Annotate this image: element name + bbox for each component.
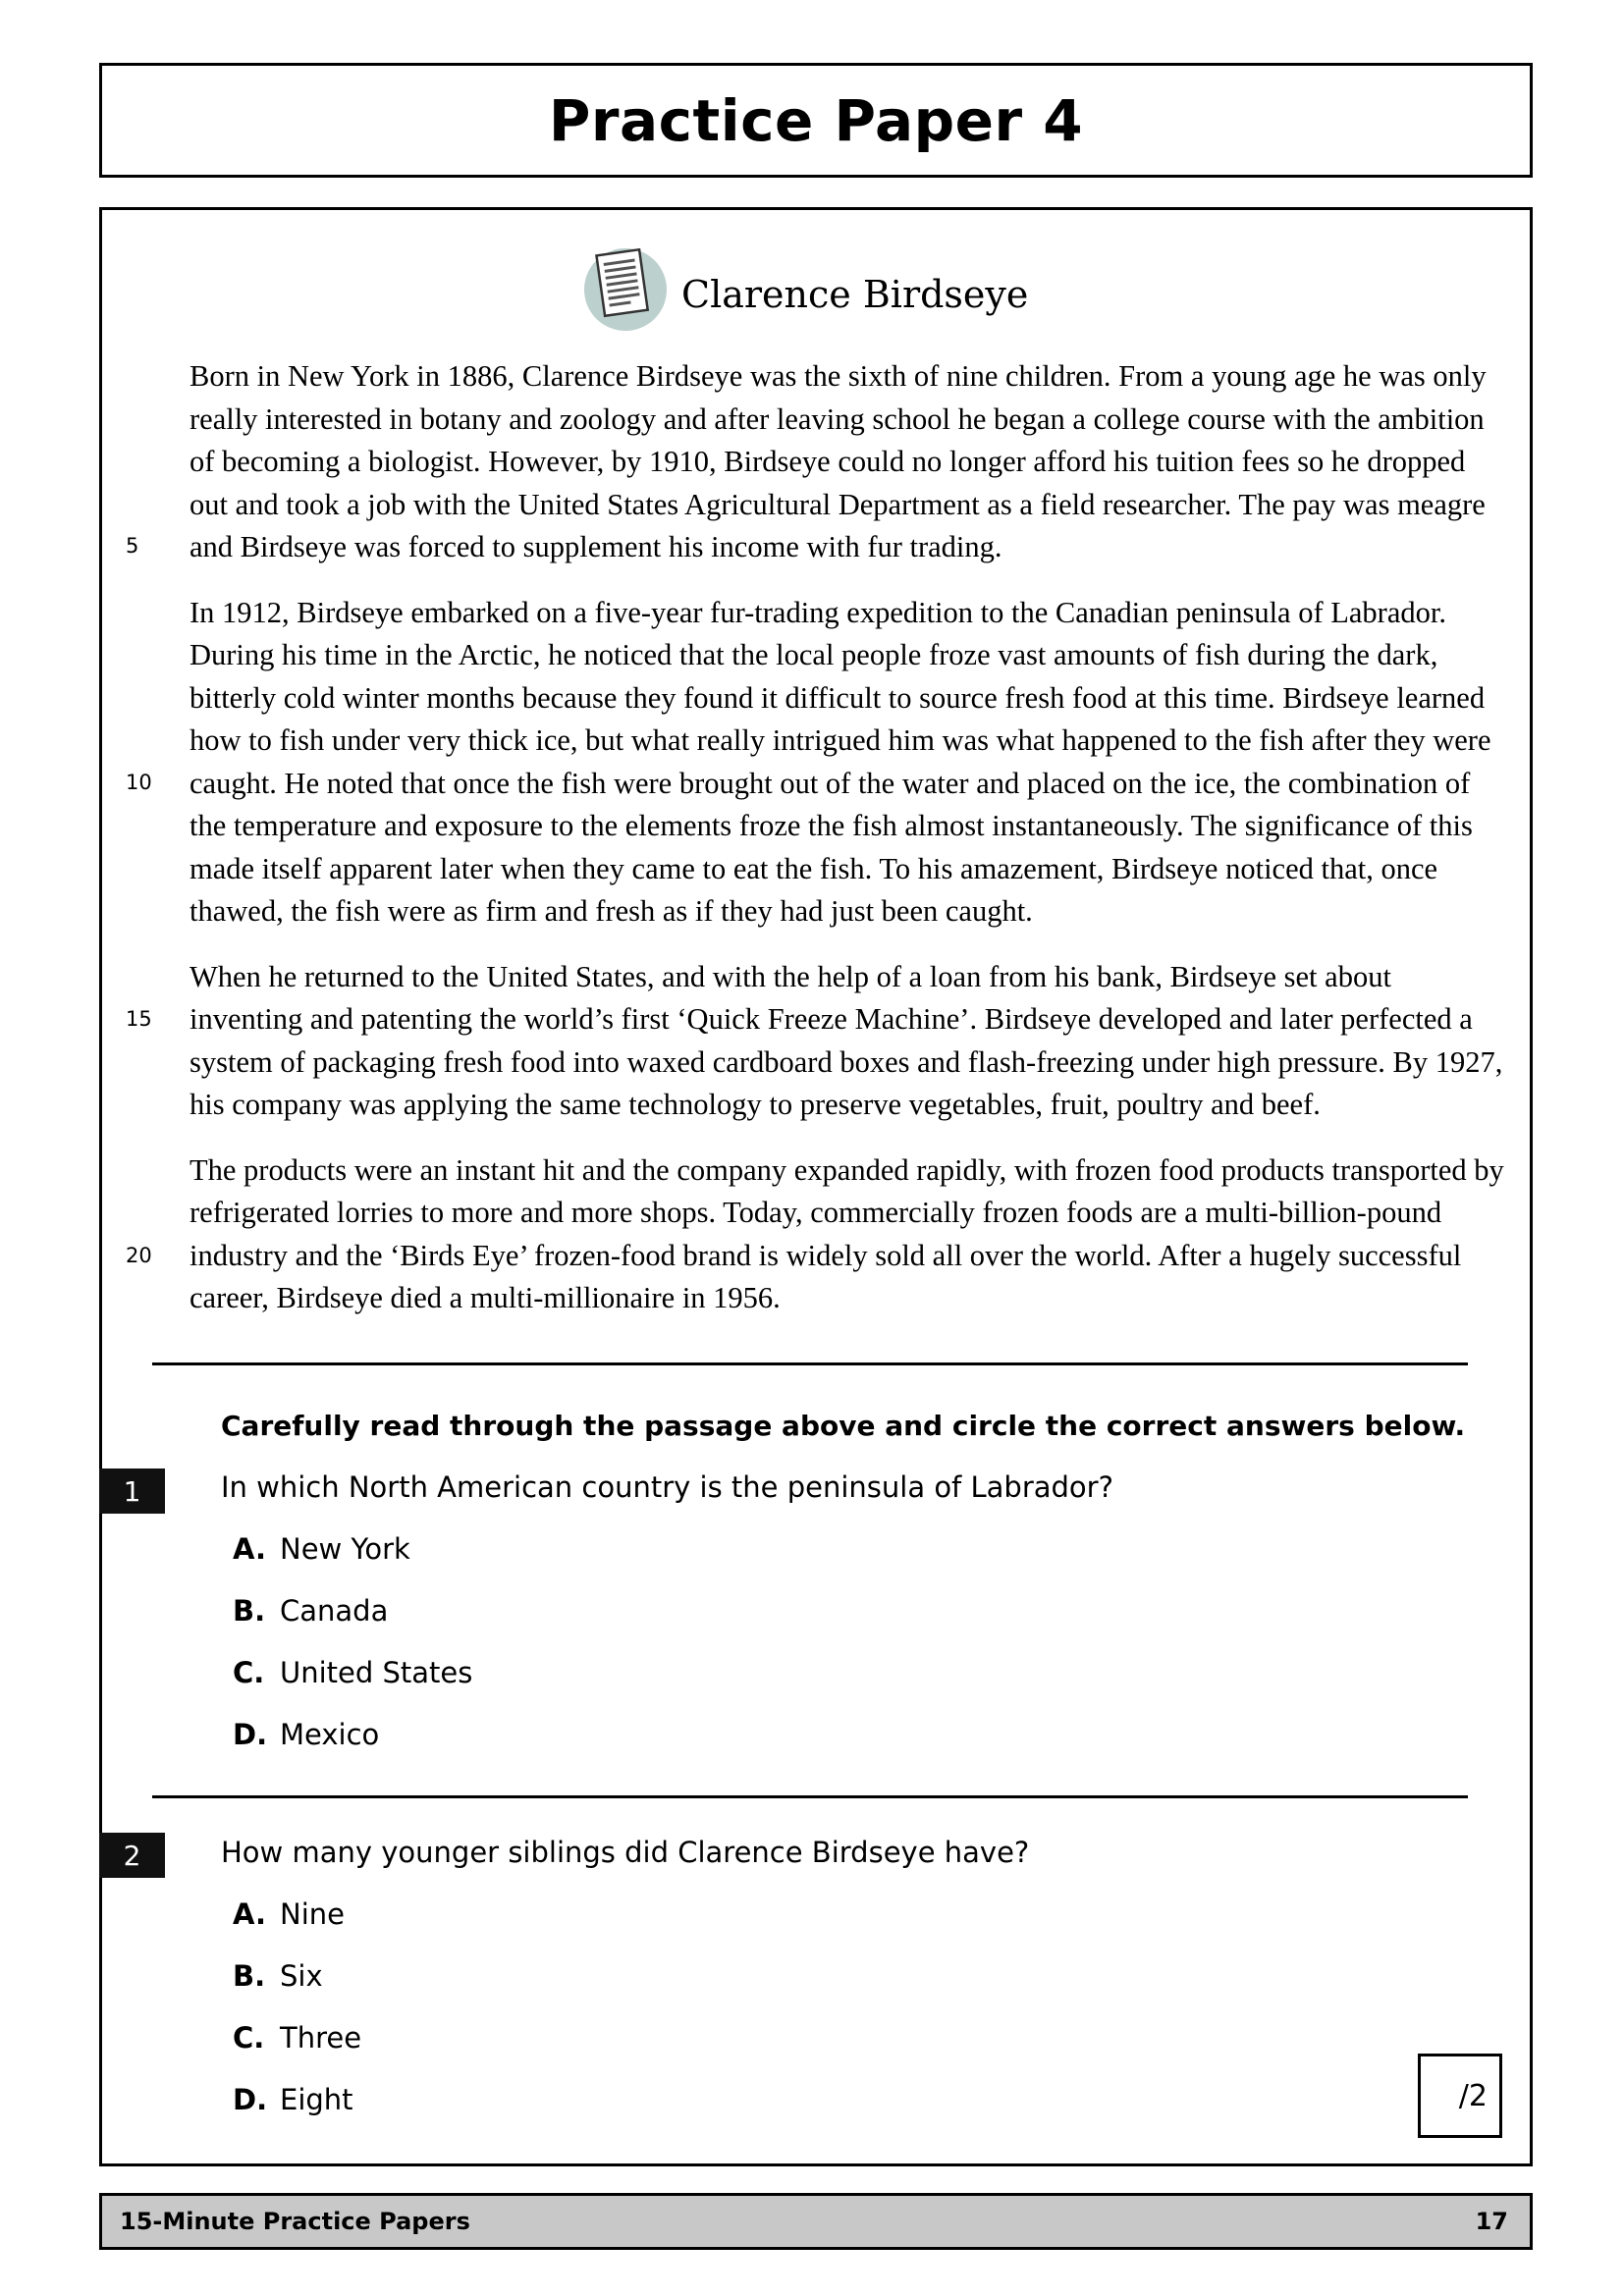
- passage-title: Clarence Birdseye: [681, 273, 1029, 316]
- page-title: Practice Paper 4: [548, 86, 1084, 154]
- passage-paragraph: The products were an instant hit and the company expanded rapidly, with frozen food products transported by refrigerated lorries to more and more shops. Today, commercially frozen foods are a multi-billion-pound industry and the ‘Birds Eye’ frozen-food brand is widely sold all over the world. After a hugely successful career, Birdseye died a multi-millionaire in 1956.: [189, 1152, 1504, 1314]
- line-number: 5: [126, 534, 139, 558]
- option-letter: C.: [233, 2021, 265, 2055]
- answer-option[interactable]: [233, 2083, 361, 2145]
- option-letter: B.: [233, 1959, 266, 1993]
- answer-option[interactable]: [233, 1959, 361, 2021]
- option-text: United States: [280, 1656, 473, 1689]
- option-letter: A.: [233, 1532, 266, 1566]
- option-text: Nine: [280, 1897, 345, 1931]
- option-text: New York: [280, 1532, 410, 1566]
- option-text: Mexico: [280, 1718, 380, 1751]
- score-box[interactable]: /2: [1418, 2054, 1502, 2138]
- option-letter: C.: [233, 1656, 265, 1689]
- passage-paragraph: When he returned to the United States, and with the help of a loan from his bank, Birdseye set about inventing and patenting the world’s first ‘Quick Freeze Machine’. Birdseye developed and later perfected a system of packaging fresh food into waxed cardboard boxes and flash-freezing under high pressure. By 1927, his company was applying the same technology to preserve vegetables, fruit, poultry and beef.: [189, 959, 1503, 1121]
- line-number: 10: [126, 771, 152, 794]
- passage-paragraph: In 1912, Birdseye embarked on a five-year fur-trading expedition to the Canadian peninsula of Labrador. During his time in the Arctic, he noticed that the local people froze vast amounts of fish during the dark, bitterly cold winter months because they found it difficult to source fresh food at this time. Birdseye learned how to fish under very thick ice, but what really intrigued him was what happened to the fish after they were caught. He noted that once the fish were brought out of the water and placed on the ice, the combination of the temperature and exposure to the elements froze the fish almost instantaneously. The significance of this made itself apparent later when they came to eat the fish. To his amazement, Birdseye noticed that, once thawed, the fish were as firm and fresh as if they had just been caught.: [189, 595, 1491, 928]
- answer-option[interactable]: [233, 2021, 361, 2083]
- answer-options: [233, 1897, 361, 2145]
- question-number: 1: [99, 1468, 165, 1514]
- divider: [152, 1362, 1468, 1365]
- option-text: Six: [280, 1959, 323, 1993]
- option-letter: D.: [233, 2083, 268, 2116]
- divider: [152, 1795, 1468, 1798]
- answer-option[interactable]: [233, 1897, 361, 1959]
- line-number: 20: [126, 1244, 152, 1267]
- option-letter: D.: [233, 1718, 268, 1751]
- instruction: Carefully read through the passage above and circle the correct answers below.: [221, 1410, 1466, 1442]
- answer-option[interactable]: [233, 1718, 472, 1780]
- passage-paragraph: Born in New York in 1886, Clarence Birdseye was the sixth of nine children. From a young age he was only really interested in botany and zoology and after leaving school he began a college course with the ambition of becoming a biologist. However, by 1910, Birdseye could no longer afford his tuition fees so he dropped out and took a job with the United States Agricultural Department as a field researcher. The pay was meagre and Birdseye was forced to supplement his income with fur trading.: [189, 359, 1487, 563]
- option-text: Eight: [280, 2083, 353, 2116]
- question-number: 2: [99, 1833, 165, 1878]
- document-icon: [577, 242, 674, 333]
- footer-title: 15-Minute Practice Papers: [120, 2208, 470, 2235]
- question-text: In which North American country is the peninsula of Labrador?: [221, 1470, 1113, 1504]
- passage-header: [577, 242, 1028, 333]
- answer-option[interactable]: [233, 1532, 472, 1594]
- answer-option[interactable]: [233, 1594, 472, 1656]
- option-letter: B.: [233, 1594, 266, 1628]
- page-number: 17: [1475, 2208, 1508, 2235]
- line-number: 15: [126, 1007, 152, 1031]
- question-text: How many younger siblings did Clarence Birdseye have?: [221, 1836, 1030, 1869]
- footer: [99, 2193, 1533, 2250]
- title-box: [99, 63, 1533, 178]
- option-text: Three: [280, 2021, 362, 2055]
- option-text: Canada: [280, 1594, 389, 1628]
- answer-options: [233, 1532, 472, 1780]
- option-letter: A.: [233, 1897, 266, 1931]
- passage-body: [189, 355, 1510, 1343]
- answer-option[interactable]: [233, 1656, 472, 1718]
